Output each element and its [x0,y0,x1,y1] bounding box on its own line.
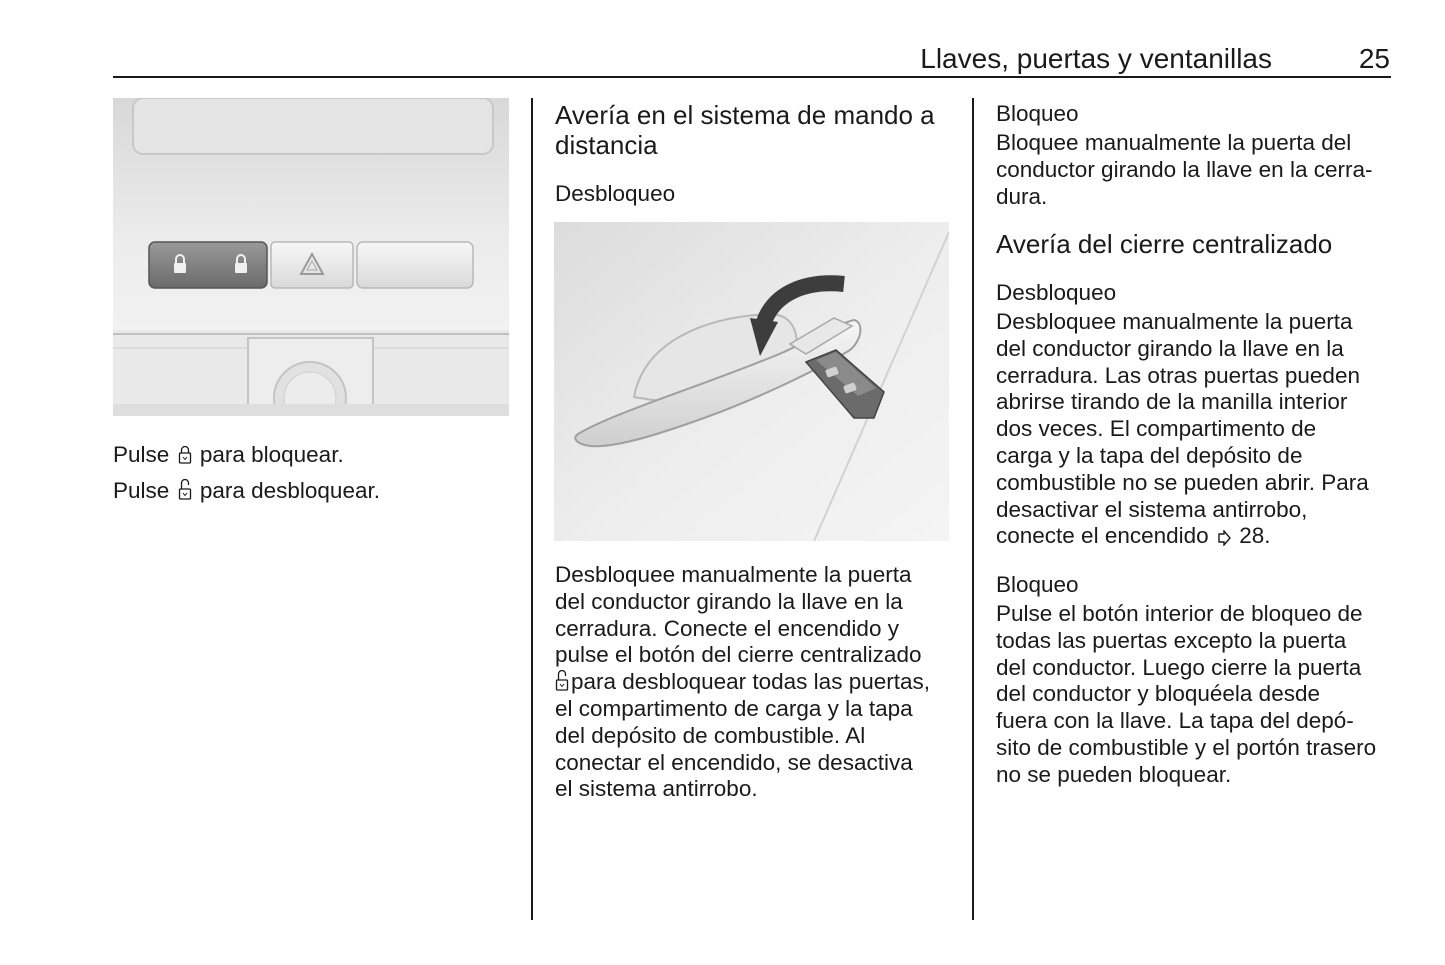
lock-instruction-post: para bloquear. [199,442,344,467]
remote-unlock-line: del depósito de combustible. Al [555,722,866,748]
remote-unlock-line: del conductor girando la llave en la [555,588,903,614]
central-lock-failure-heading: Avería del cierre centralizado [996,229,1333,259]
lock-instruction [113,442,344,469]
dashboard-illustration [113,98,509,416]
remote-unlock-line: el compartimento de carga y la tapa [555,695,913,721]
page-reference-link[interactable]: 28. [1239,523,1271,549]
central-unlock-line: combustible no se pueden abrir. Para [996,469,1369,495]
central-unlock-paragraph [996,309,1396,550]
lock-open-icon [178,479,192,501]
interior-lock-line: Pulse el botón interior de bloqueo de [996,601,1363,626]
interior-lock-line: del conductor. Luego cierre la puerta [996,654,1362,680]
remote-failure-heading [555,100,960,160]
central-unlock-line: abrirse tirando de la manilla interior [996,389,1348,415]
manual-lock-line: conductor girando la llave en la cerra- [996,156,1373,182]
remote-unlock-subheading: Desbloqueo [555,181,676,206]
central-unlock-line: Desbloquee manualmente la puerta [996,309,1353,334]
central-unlock-line: carga y la tapa del depósito de [996,442,1303,468]
interior-lock-line: del conductor y bloquéela desde [996,681,1320,707]
interior-lock-line: sito de combustible y el portón trasero [996,734,1377,760]
lock-closed-icon [178,445,192,465]
remote-unlock-line: el sistema antirrobo. [555,776,758,802]
manual-lock-subheading: Bloqueo [996,101,1079,126]
central-unlock-line: conecte el encendido [996,523,1209,549]
remote-unlock-line: pulse el botón del cierre centralizado [555,642,922,668]
header-title: Llaves, puertas y ventanillas [920,43,1272,74]
remote-unlock-line: para desbloquear todas las puertas, [571,669,930,695]
central-unlock-line: desactivar el sistema antirrobo, [996,496,1308,522]
interior-lock-subheading: Bloqueo [996,572,1079,597]
column-divider-left [531,98,533,920]
central-unlock-line: dos veces. El compartimento de [996,416,1317,442]
central-unlock-line: cerradura. Las otras puertas pueden [996,362,1360,388]
lock-instruction-pre: Pulse [113,442,170,467]
arrow-reference-icon[interactable] [1217,530,1231,546]
column-divider-right [972,98,974,920]
remote-unlock-line: cerradura. Conecte el encendido y [555,615,899,641]
central-locking-buttons-figure [113,98,509,416]
manual-lock-line: dura. [996,183,1048,209]
remote-unlock-line: conectar el encendido, se desactiva [555,749,913,775]
unlock-instruction-post: para desbloquear. [199,478,380,503]
remote-failure-heading-line1: Avería en el sistema de mando a [555,100,935,130]
page-number: 25 [1358,43,1390,74]
unlock-instruction [113,478,380,505]
interior-lock-line: no se pueden bloquear. [996,761,1232,787]
interior-lock-paragraph [996,601,1396,789]
remote-unlock-line: Desbloquee manualmente la puerta [555,562,912,587]
central-unlock-subheading: Desbloqueo [996,280,1117,305]
central-unlock-line: del conductor girando la llave en la [996,335,1344,361]
header-divider [113,76,1391,78]
manual-lock-paragraph [996,130,1396,210]
unlock-instruction-pre: Pulse [113,478,170,503]
interior-lock-line: todas las puertas excepto la puerta [996,627,1347,653]
lock-open-icon [555,670,569,692]
remote-failure-heading-line2: distancia [555,130,658,160]
remote-failure-section [555,100,960,160]
door-handle-illustration [554,222,949,541]
manual-lock-line: Bloquee manualmente la puerta del [996,130,1352,155]
remote-unlock-paragraph [555,562,960,803]
interior-lock-line: fuera con la llave. La tapa del depó- [996,708,1354,734]
door-handle-key-figure [554,222,949,541]
